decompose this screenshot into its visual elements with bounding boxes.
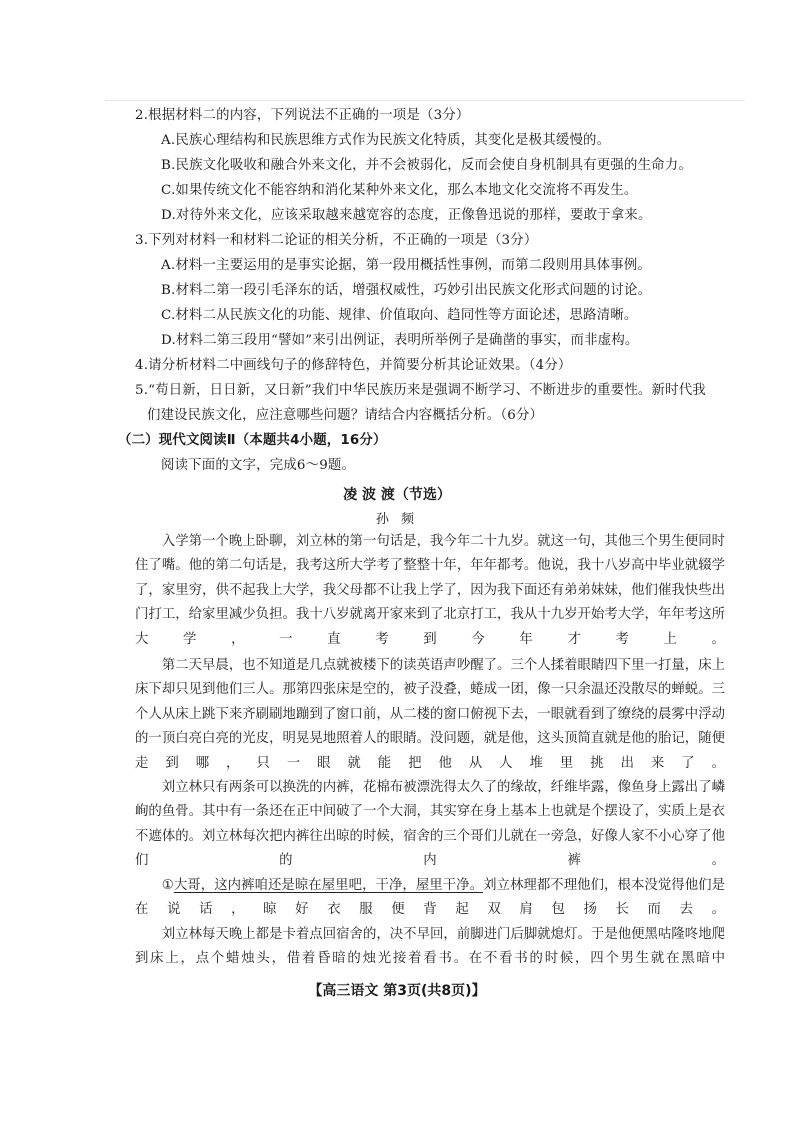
question-2-option-a: A.民族心理结构和民族思维方式作为民族文化特质，其变化是极其缓慢的。: [161, 133, 611, 148]
top-divider: [105, 100, 745, 101]
passage-paragraph-2: 第二天早晨，也不知道是几点就被楼下的读英语声吵醒了。三个人揉着眼睛四下里一打量，床上床下却只见到他们三人。那第四张床是空的，被子没叠，蜷成一团，像一只余温还没散尽的蝉蜕。三个人从床上跳下来齐刷刷地蹦到了窗口前，从二楼的窗口俯视下去，一眼就看到了缭绕的晨雾中浮动的一顶白亮白亮的光皮，明晃晃地照着人的眼睛。没问题，就是他，这头顶简直就是他的胎记，随便走到哪，只一眼就能把他从人堆里挑出来了。: [135, 658, 725, 771]
footer-page-number: 第3页(共8页)】: [383, 983, 486, 999]
passage-title: 凌 波 渡（节选）: [343, 487, 451, 503]
footer-subject: 【高三语文: [308, 983, 379, 999]
question-3-option-d: D.材料二第三段用“譬如”来引出例证，表明所举例子是确凿的事实，而非虚构。: [161, 333, 639, 348]
sentence-marker: ①: [161, 877, 174, 893]
section-heading: （二）现代文阅读Ⅱ（本题共4小题，16分）: [118, 433, 387, 448]
question-5-line-2: 们建设民族文化，应注意哪些问题？请结合内容概括分析。（6分）: [147, 408, 544, 423]
passage-author: 孙 频: [375, 512, 419, 527]
passage-paragraph-1: 入学第一个晚上卧聊，刘立林的第一句话是，我今年二十九岁。就这一句，其他三个男生便同时住了嘴。他的第二句话是，我考这所大学考了整整十年，年年都考。他说，我十八岁高中毕业就辍学了，家里穷，供不起我上大学，我父母都不让我上学了，因为我下面还有弟弟妹妹，他们催我快些出门打工，给家里减少负担。我十八岁就离开家来到了北京打工，我从十九岁开始考大学，年年考这所大学，一直考到今年才考上。: [135, 534, 725, 647]
passage-paragraph-5: 刘立林每天晚上都是卡着点回宿舍的，决不早回，前脚进门后脚就熄灯。于是他便黑咕隆咚地爬到床上，点个蜡烛头，借着昏暗的烛光接着看书。在不看书的时候，四个男生就在黑暗中: [135, 926, 725, 966]
passage-paragraph-3: 刘立林只有两条可以换洗的内裤，花棉布被漂洗得太久了的缘故，纤维毕露，像鱼身上露出了嶙峋的鱼骨。其中有一条还在正中间破了一个大洞，其实穿在身上基本上也就是个摆设了，实质上是衣不遮体的。刘立林每次把内裤往出晾的时候，宿舍的三个哥们儿就在一旁急，好像人家不小心穿了他们的内裤。: [135, 780, 725, 869]
question-2-option-b: B.民族文化吸收和融合外来文化，并不会被弱化，反而会使自身机制具有更强的生命力。: [161, 158, 692, 173]
question-5-line-1: 5.“苟日新，日日新，又日新”我们中华民族历来是强调不断学习、不断进步的重要性。新时代我: [135, 383, 706, 398]
question-2-option-d: D.对待外来文化，应该采取越来越宽容的态度，正像鲁迅说的那样，要敢于拿来。: [161, 208, 652, 223]
question-2-stem: 2.根据材料二的内容，下列说法不正确的一项是（3分）: [135, 108, 470, 123]
question-3-stem: 3.下列对材料一和材料二论证的相关分析，不正确的一项是（3分）: [135, 233, 538, 248]
paragraph-4-rest: 刘立林理都不理他们，根本没觉得他们是在说话，晾好衣服便背起双肩包扬长而去。: [135, 877, 725, 918]
question-3-option-b: B.材料二第一段引毛泽东的话，增强权威性，巧妙引出民族文化形式问题的讨论。: [161, 283, 652, 298]
page-footer: [0, 980, 794, 1000]
question-3-option-a: A.材料一主要运用的是事实论据，第一段用概括性事例，而第二段则用具体事例。: [161, 258, 651, 273]
underlined-sentence: 大哥，这内裤咱还是晾在屋里吧，干净，屋里干净。: [173, 877, 484, 893]
question-4-stem: 4.请分析材料二中画线句子的修辞特色，并简要分析其论证效果。（4分）: [135, 358, 572, 373]
passage-body: [135, 530, 725, 971]
section-instruction: 阅读下面的文字，完成6～9题。: [161, 458, 356, 473]
passage-paragraph-4: [135, 874, 725, 923]
question-2-option-c: C.如果传统文化不能容纳和消化某种外来文化，那么本地文化交流将不再发生。: [161, 183, 638, 198]
question-3-option-c: C.材料二从民族文化的功能、规律、价值取向、趋同性等方面论述，思路清晰。: [161, 308, 638, 323]
